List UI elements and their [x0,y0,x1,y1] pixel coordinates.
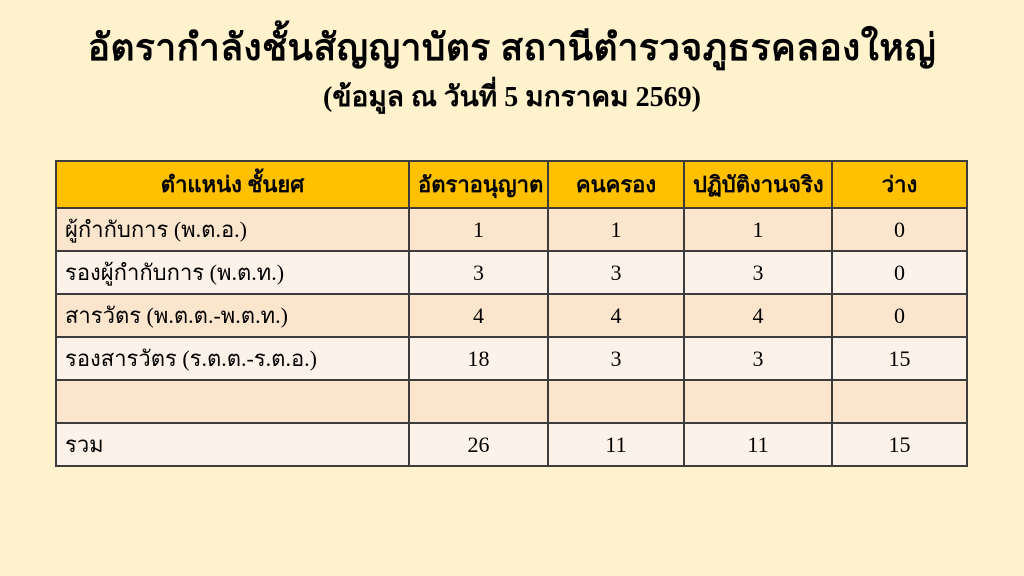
value-cell: 1 [409,208,548,251]
column-header: อัตราอนุญาต [409,161,548,208]
table-row [56,208,967,251]
value-cell: 4 [548,294,684,337]
table-row [56,294,967,337]
header-row [56,161,967,208]
value-cell: 3 [684,251,832,294]
column-header: ว่าง [832,161,967,208]
column-header: ปฏิบัติงานจริง [684,161,832,208]
value-cell: 4 [684,294,832,337]
value-cell: 1 [548,208,684,251]
table-row [56,251,967,294]
title-block [0,22,1024,116]
row-label-cell: สารวัตร (พ.ต.ต.-พ.ต.ท.) [56,294,409,337]
value-cell: 0 [832,294,967,337]
value-cell: 3 [548,251,684,294]
column-header: คนครอง [548,161,684,208]
value-cell: 11 [548,423,684,466]
value-cell: 18 [409,337,548,380]
table-row [56,337,967,380]
value-cell: 15 [832,423,967,466]
table-row [56,423,967,466]
value-cell: 26 [409,423,548,466]
table-row [56,380,967,423]
table-body [56,208,967,466]
row-label-cell: รองสารวัตร (ร.ต.ต.-ร.ต.อ.) [56,337,409,380]
value-cell [832,380,967,423]
value-cell: 3 [548,337,684,380]
row-label-cell: ผู้กำกับการ (พ.ต.อ.) [56,208,409,251]
value-cell: 0 [832,251,967,294]
value-cell: 15 [832,337,967,380]
value-cell: 1 [684,208,832,251]
row-label-cell: รวม [56,423,409,466]
value-cell: 3 [409,251,548,294]
value-cell: 4 [409,294,548,337]
column-header: ตำแหน่ง ชั้นยศ [56,161,409,208]
row-label-cell [56,380,409,423]
value-cell: 0 [832,208,967,251]
value-cell [684,380,832,423]
value-cell [548,380,684,423]
page-title: อัตรากำลังชั้นสัญญาบัตร สถานีตำรวจภูธรคลองใหญ่ [87,28,937,69]
value-cell: 3 [684,337,832,380]
value-cell [409,380,548,423]
staffing-table [55,160,968,467]
row-label-cell: รองผู้กำกับการ (พ.ต.ท.) [56,251,409,294]
value-cell: 11 [684,423,832,466]
page-subtitle: (ข้อมูล ณ วันที่ 5 มกราคม 2569) [323,81,701,113]
